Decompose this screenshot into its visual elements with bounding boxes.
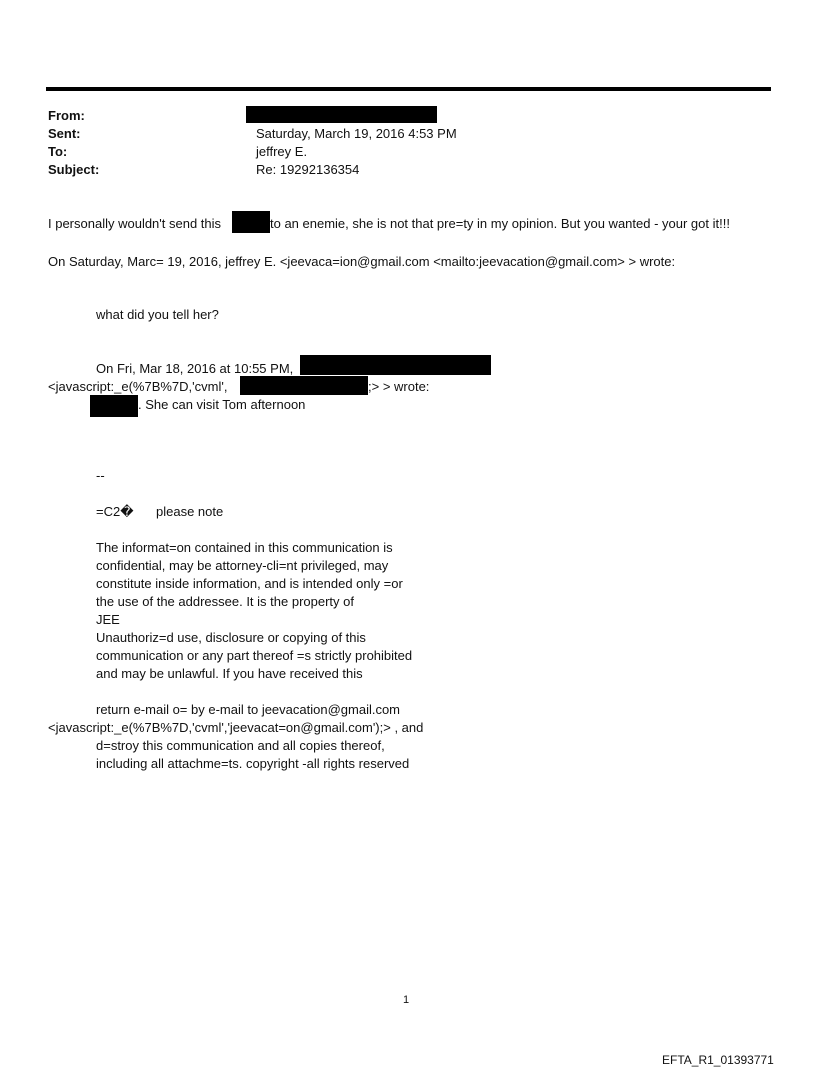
redaction-sender-name (300, 355, 491, 375)
reply-line-end: to an enemie, she is not that pre=ty in my opinion. But you wanted - your got it!!! (270, 216, 730, 231)
note-code: =C2� (96, 504, 134, 519)
subject-label: Subject: (48, 162, 100, 177)
to-value: jeffrey E. (256, 144, 308, 159)
quoted-question: what did you tell her? (96, 307, 219, 322)
note-text: please note (156, 504, 224, 519)
redaction-from (246, 106, 437, 123)
redaction-body-2 (90, 395, 138, 417)
redaction-sender-email (240, 376, 368, 395)
disclaimer-line: JEE (96, 612, 120, 627)
disclaimer-line: the use of the addressee. It is the property of (96, 594, 354, 609)
nested-attribution-link-start: <javascript:_e(%7B%7D,'cvml', (48, 379, 228, 394)
disclaimer-line: Unauthoriz=d use, disclosure or copying of this (96, 630, 366, 645)
to-label: To: (48, 144, 68, 159)
header-rule (46, 87, 771, 91)
document-id: EFTA_R1_01393771 (662, 1053, 774, 1067)
nested-message: . She can visit Tom afternoon (138, 397, 306, 412)
quote-attribution: On Saturday, Marc= 19, 2016, jeffrey E. <jeevaca=ion@gmail.com <mailto:jeevacation@gmail.com> > wrote: (48, 254, 676, 269)
destroy-line: d=stroy this communication and all copies thereof, (96, 738, 385, 753)
signature-separator: -- (96, 468, 105, 483)
disclaimer-line: confidential, may be attorney-cli=nt privileged, may (96, 558, 389, 573)
nested-attribution: On Fri, Mar 18, 2016 at 10:55 PM, (96, 361, 294, 376)
disclaimer-line: The informat=on contained in this communication is (96, 540, 393, 555)
disclaimer-line: communication or any part thereof =s strictly prohibited (96, 648, 413, 663)
subject-value: Re: 19292136354 (256, 162, 360, 177)
nested-attribution-link-end: ;> > wrote: (368, 379, 430, 394)
disclaimer-line: constitute inside information, and is intended only =or (96, 576, 403, 591)
sent-value: Saturday, March 19, 2016 4:53 PM (256, 126, 457, 141)
sent-label: Sent: (48, 126, 81, 141)
reply-line-start: I personally wouldn't send this (48, 216, 222, 231)
copyright-line: including all attachme=ts. copyright -all rights reserved (96, 756, 410, 771)
disclaimer-line: and may be unlawful. If you have received this (96, 666, 363, 681)
return-link-line: <javascript:_e(%7B%7D,'cvml','jeevacat=on@gmail.com');> , and (48, 720, 424, 735)
return-line: return e-mail o= by e-mail to jeevacation@gmail.com (96, 702, 401, 717)
redaction-body-1 (232, 211, 270, 233)
from-label: From: (48, 108, 85, 123)
page-number: 1 (403, 994, 410, 1006)
